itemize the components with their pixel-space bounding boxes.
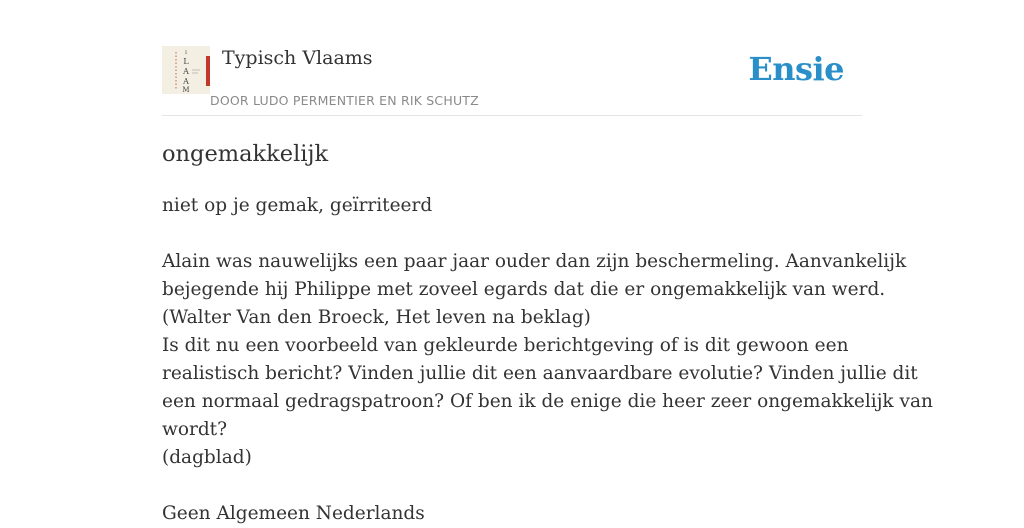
book-cover-logo[interactable] [162,46,210,94]
book-authors: DOOR LUDO PERMENTIER EN RIK SCHUTZ [210,93,479,108]
body-line: Is dit nu een voorbeeld van gekleurde berichtgeving of is dit gewoon een [162,335,849,356]
book-cover-icon [162,46,210,94]
header [162,0,862,116]
entry-definition: niet op je gemak, geïrriteerd [162,195,433,216]
body-line: realistisch bericht? Vinden jullie dit een aanvaardbare evolutie? Vinden jullie dit [162,363,918,384]
page [162,0,933,524]
svg-text:M: M [182,86,190,94]
svg-text:A: A [183,67,189,76]
body-line: een normaal gedragspatroon? Of ben ik de enige die heer zeer ongemakkelijk van [162,391,933,412]
citation: (dagblad) [162,447,252,468]
citation: (Walter Van den Broeck, Het leven na beklag) [162,307,591,328]
body-line: Alain was nauwelijks een paar jaar ouder dan zijn beschermeling. Aanvankelijk [162,251,907,272]
body-line: Geen Algemeen Nederlands [162,503,425,524]
body-line: bejegende hij Philippe met zoveel egards dat die er ongemakkelijk van werd. [162,279,886,300]
entry-term: ongemakkelijk [162,141,329,167]
spacer [162,472,862,500]
book-title[interactable]: Typisch Vlaams [222,47,373,69]
svg-text:L: L [183,57,189,66]
body-line: wordt? [162,419,228,440]
entry-body [162,248,933,528]
svg-text:I: I [185,50,187,56]
svg-text:A: A [183,77,189,86]
ensie-logo[interactable]: Ensie [748,50,844,88]
